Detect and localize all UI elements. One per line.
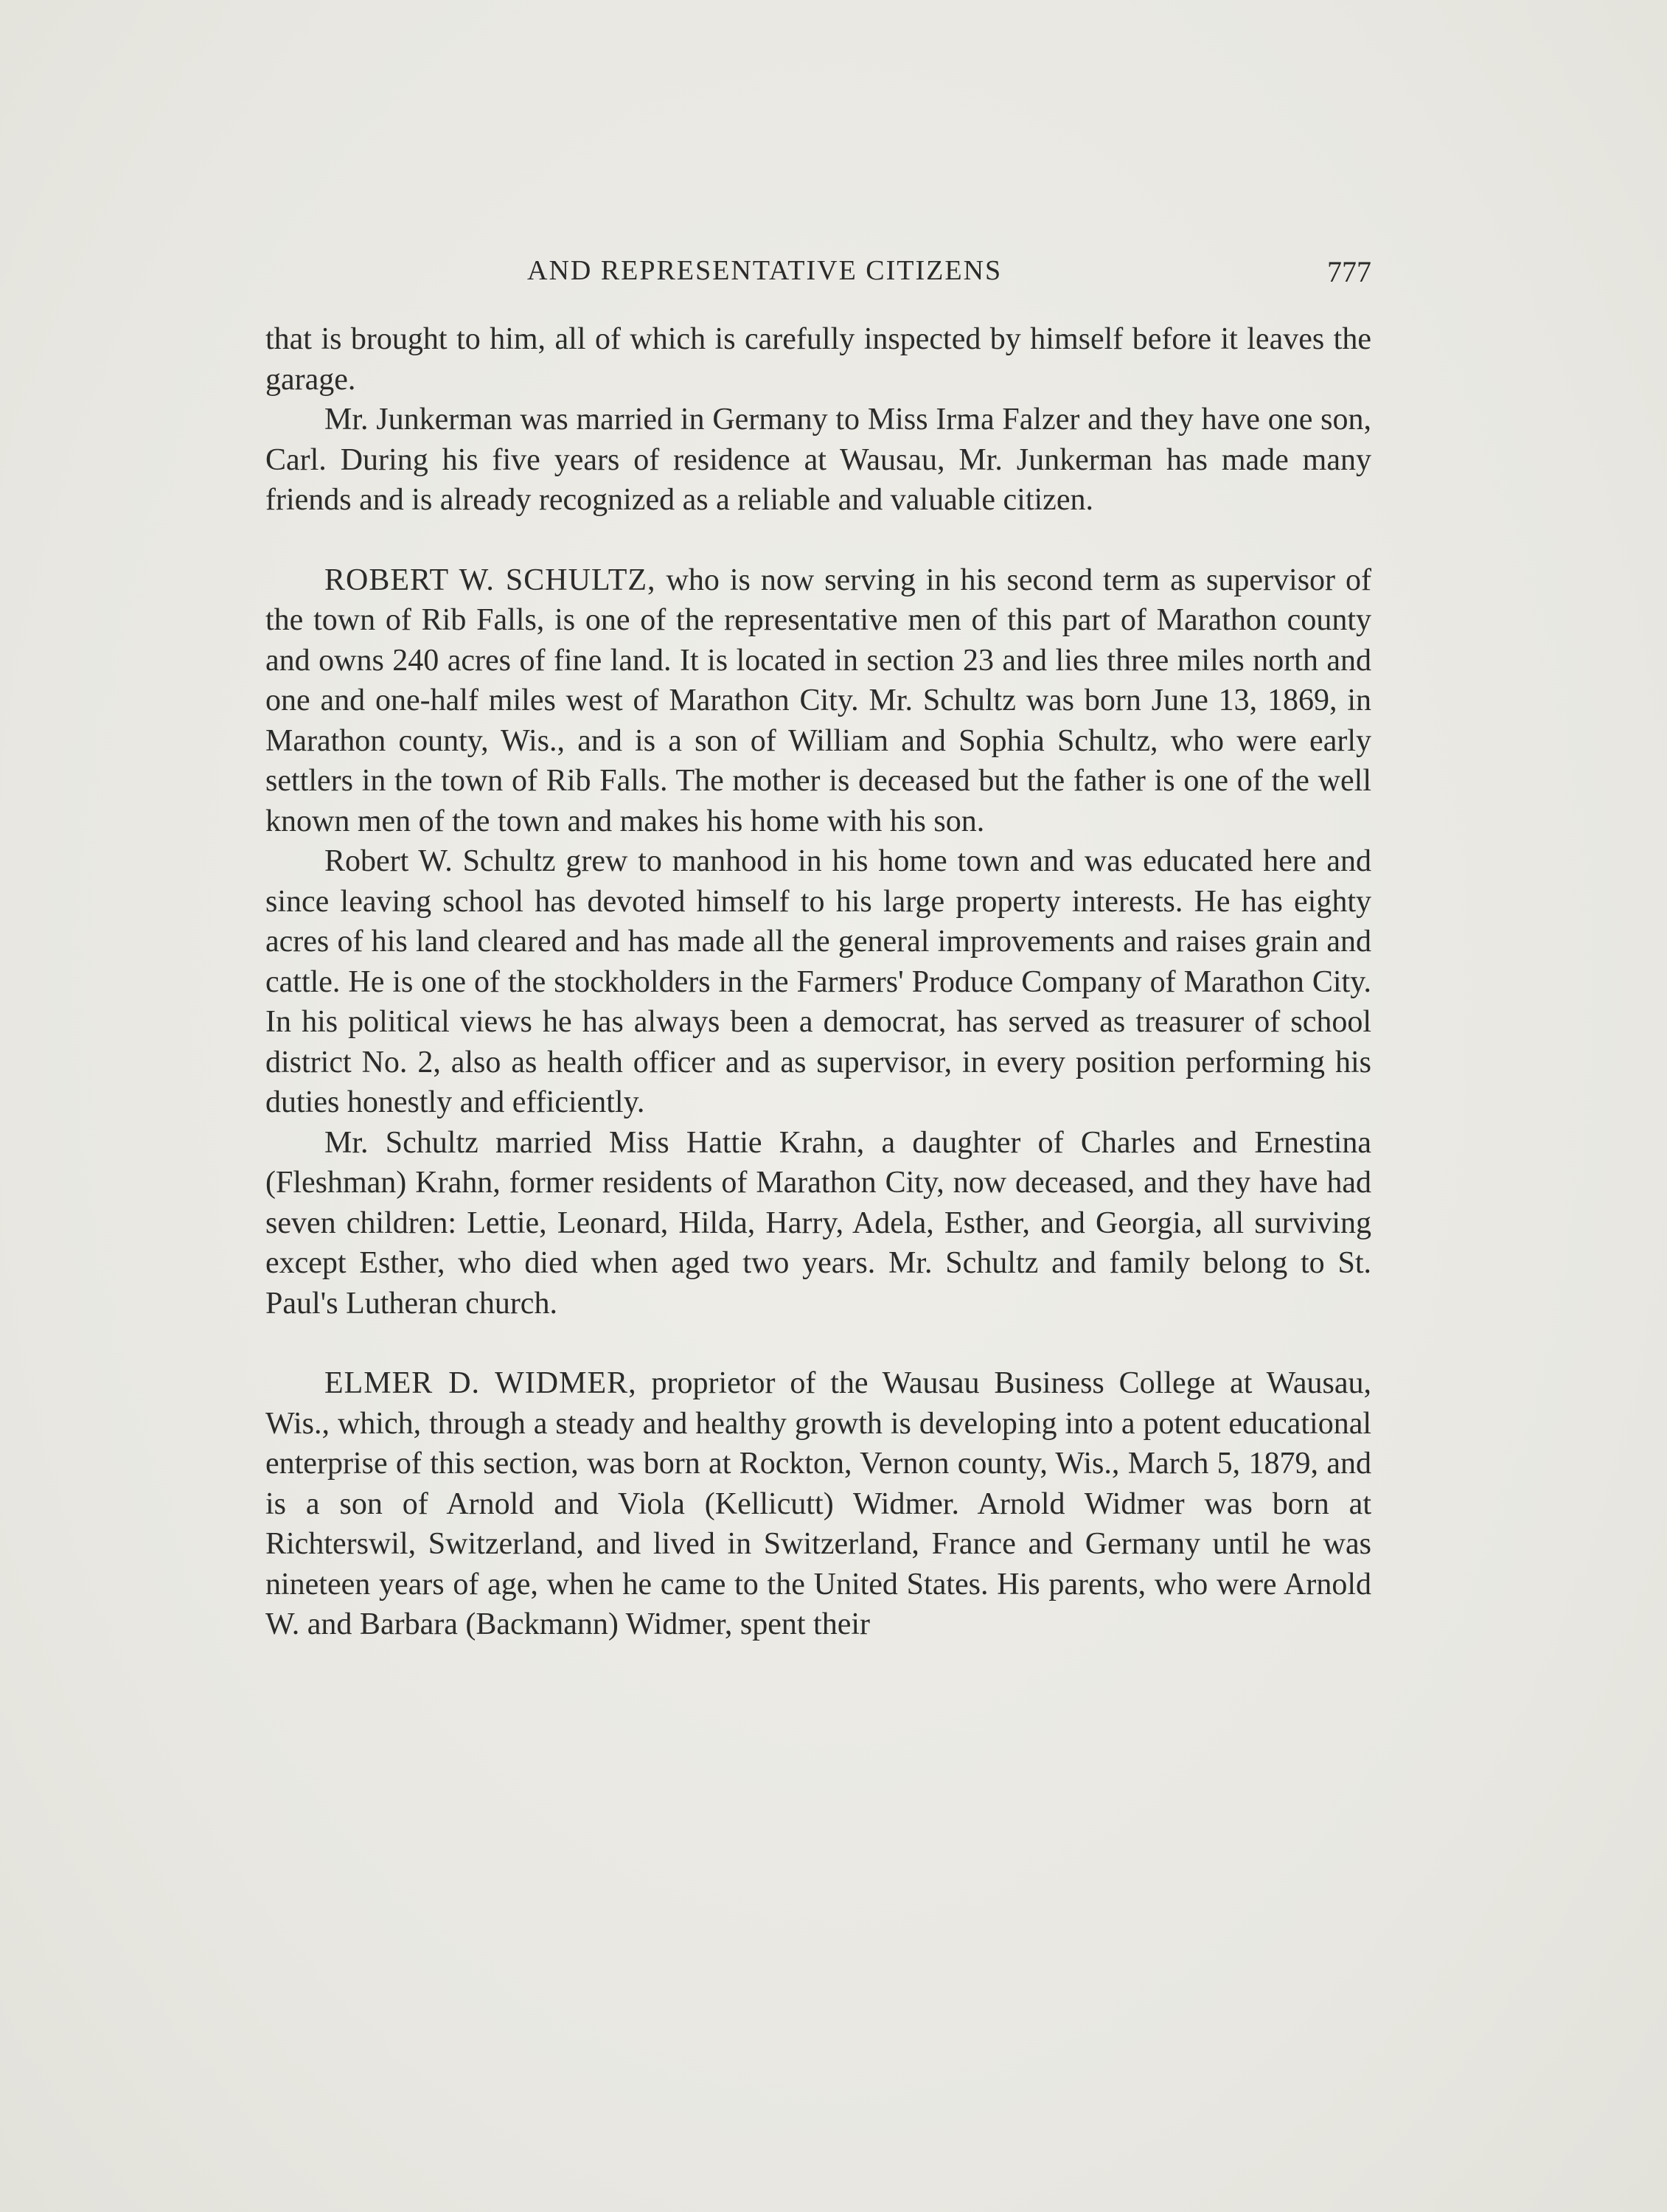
paragraph (265, 841, 1371, 1123)
running-title: AND REPRESENTATIVE CITIZENS (527, 255, 1003, 286)
paragraph (265, 1123, 1371, 1324)
paragraph-text: who is now serving in his second term as supervisor of the town of Rib Falls, is one of the representative men of this part of Marathon county and owns 240 acres of fine land. It is located in section 23 and lies three miles north and one and one-half miles west of Marathon City. Mr. Schultz was born June 13, 1869, in Marathon county, Wis., and is a son of William and Sophia Schultz, who were early settlers in the town of Rib Falls. The mother is deceased but the father is one of the well known men of the town and makes his home with his son. (265, 563, 1371, 838)
biography-name: ELMER D. WIDMER, (324, 1366, 637, 1400)
page-header (265, 254, 1371, 299)
body-text (265, 319, 1371, 1645)
biography-widmer-intro (265, 1363, 1371, 1645)
page-number: 777 (1327, 255, 1371, 288)
paragraph-text: Robert W. Schultz grew to manhood in his home town and was educated here and since leaving school has devoted himself to his large property interests. He has eighty acres of his land cleared and has made all the general improvements and raises grain and cattle. He is one of the stockholders in the Farmers' Produce Company of Marathon City. In his political views he has always been a democrat, has served as treasurer of school district No. 2, also as health officer and as supervisor, in every position performing his duties honestly and efficiently. (265, 844, 1371, 1119)
paragraph-text: Mr. Junkerman was married in Germany to Miss Irma Falzer and they have one son, Carl. During his five years of residence at Wausau, Mr. Junkerman has made many friends and is already recognized as a reliable and valuable citizen. (265, 403, 1371, 517)
paragraph-continuation (265, 319, 1371, 400)
paragraph-text: that is brought to him, all of which is carefully inspected by himself before it leaves the garage. (265, 322, 1371, 397)
paragraph-text: proprietor of the Wausau Business College at Wausau, Wis., which, through a steady and healthy growth is developing into a potent educational enterprise of this section, was born at Rockton, Vernon county, Wis., March 5, 1879, and is a son of Arnold and Viola (Kellicutt) Widmer. Arnold Widmer was born at Richterswil, Switzerland, and lived in Switzerland, France and Germany until he was nineteen years of age, when he came to the United States. His parents, who were Arnold W. and Barbara (Backmann) Widmer, spent their (265, 1366, 1371, 1641)
biography-name: ROBERT W. SCHULTZ, (324, 563, 656, 597)
paragraph (265, 400, 1371, 521)
biography-schultz-intro (265, 560, 1371, 842)
paragraph-text: Mr. Schultz married Miss Hattie Krahn, a daughter of Charles and Ernestina (Fleshman) Krahn, former residents of Marathon City, now deceased, and they have had seven children: Lettie, Leonard, Hilda, Harry, Adela, Esther, and Georgia, all surviving except Esther, who died when aged two years. Mr. Schultz and family belong to St. Paul's Lutheran church. (265, 1125, 1371, 1321)
